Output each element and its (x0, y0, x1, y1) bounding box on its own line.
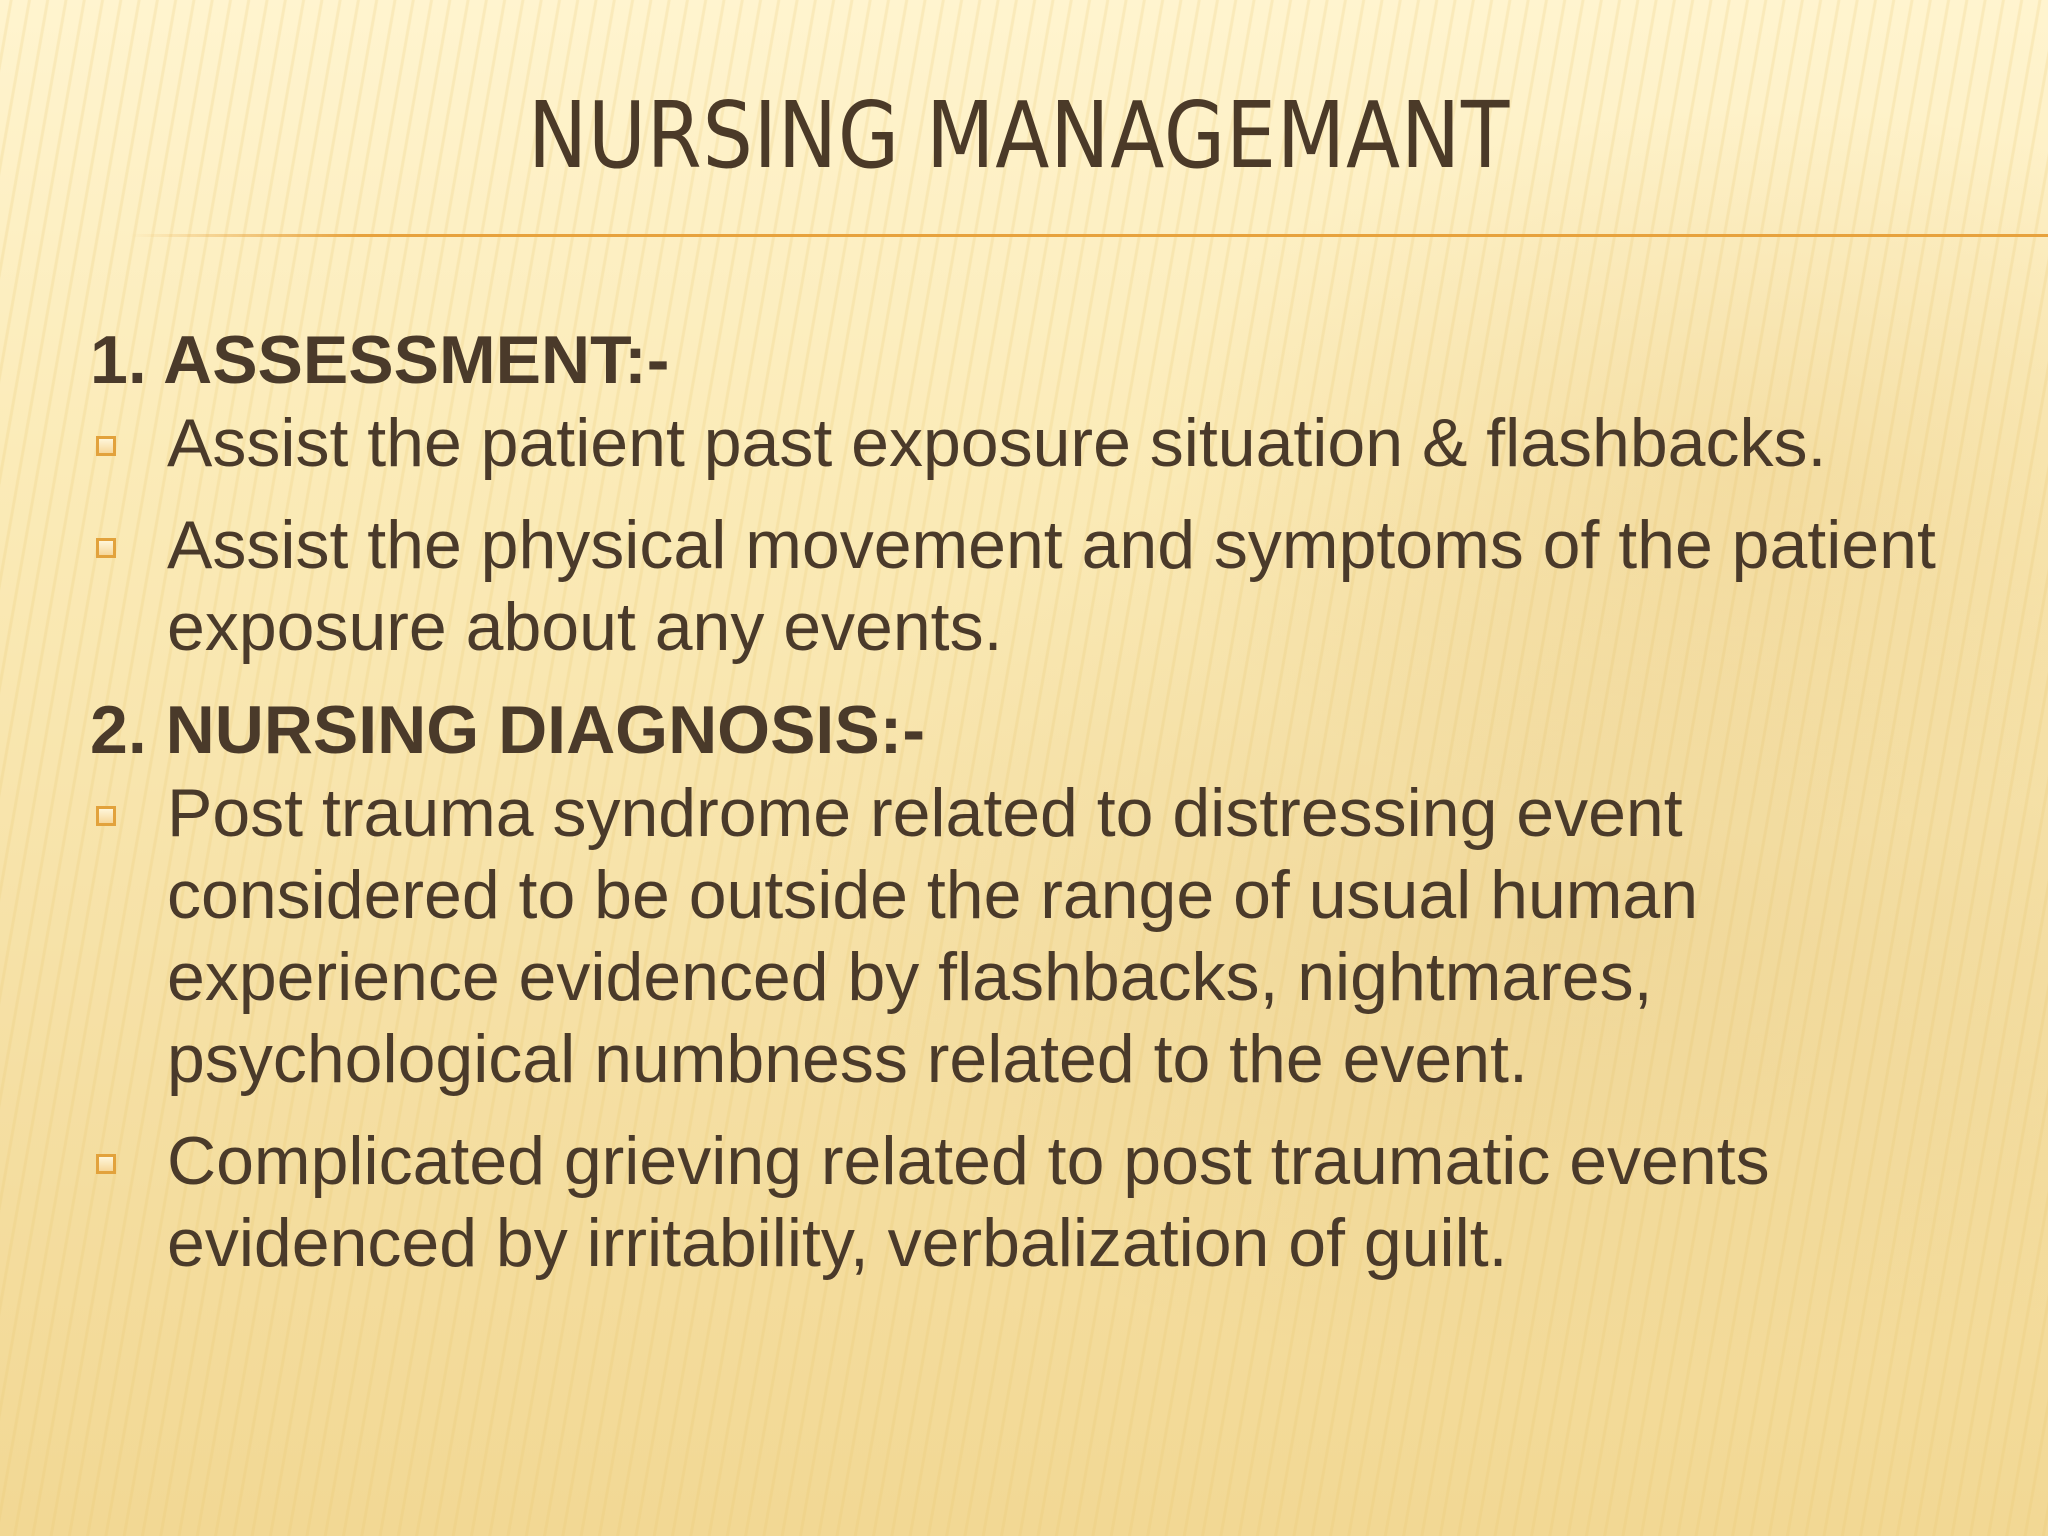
section-heading-assessment: 1. ASSESSMENT:- (90, 322, 670, 398)
square-bullet-icon (96, 538, 116, 558)
section-heading-nursing-diagnosis: 2. NURSING DIAGNOSIS:- (90, 692, 925, 768)
title-area (0, 82, 2048, 189)
bullet-text: Post trauma syndrome related to distressing event considered to be outside the range of usual human experience evidenced by flashbacks, nightmares, psychological numbness related to the event. (167, 775, 1699, 1097)
bullet-item (90, 402, 2010, 484)
slide-body (90, 318, 2010, 1304)
bullet-item (90, 504, 2010, 668)
bullet-text: Assist the physical movement and symptoms of the patient exposure about any events. (167, 507, 1936, 665)
title-divider (130, 234, 2048, 237)
bullet-text: Assist the patient past exposure situation & flashbacks. (167, 405, 1827, 481)
square-bullet-icon (96, 436, 116, 456)
square-bullet-icon (96, 1154, 116, 1174)
bullet-item (90, 1120, 2010, 1284)
bullet-item (90, 772, 2010, 1100)
slide-title: NURSING MANAGEMANT (527, 82, 1511, 189)
square-bullet-icon (96, 806, 116, 826)
bullet-text: Complicated grieving related to post traumatic events evidenced by irritability, verbalization of guilt. (167, 1123, 1770, 1281)
